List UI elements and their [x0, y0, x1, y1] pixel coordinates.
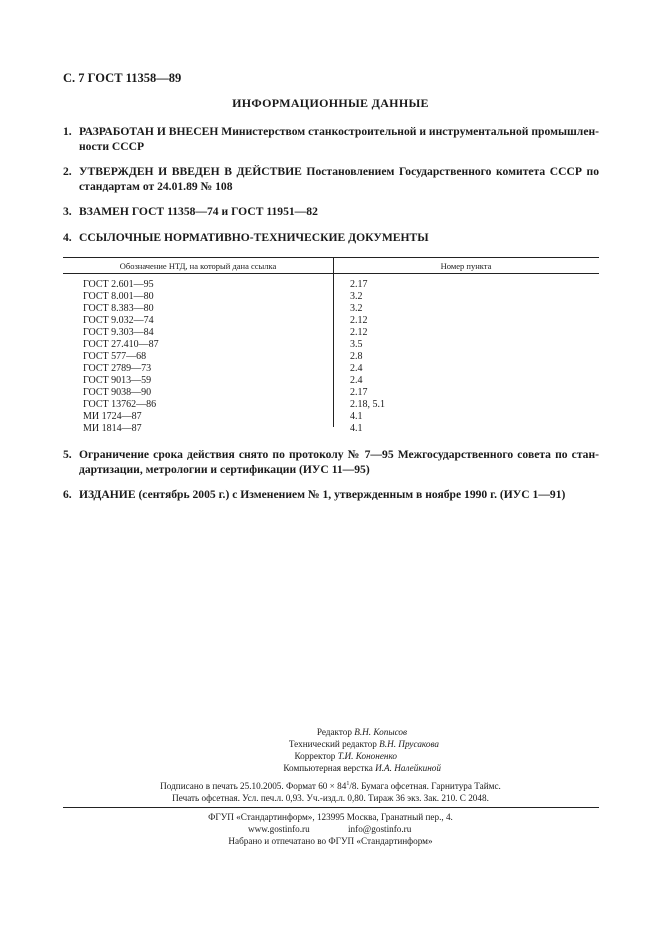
table-cell-document: ГОСТ 9013—59: [83, 375, 152, 386]
item-number: 6.: [63, 488, 72, 501]
table-cell-document: ГОСТ 2789—73: [83, 363, 152, 374]
table-cell-document: ГОСТ 2.601—95: [83, 279, 154, 290]
editor-credit: [317, 727, 407, 737]
editor-name: В.Н. Копысов: [354, 727, 407, 737]
signed-for-print-line: [0, 781, 661, 791]
table-cell-document: ГОСТ 9.303—84: [83, 327, 154, 338]
corrector-name: Т.И. Кононенко: [337, 751, 397, 761]
table-cell-clause: 3.2: [350, 291, 363, 302]
page-header: С. 7 ГОСТ 11358—89: [63, 71, 182, 85]
item-text: Министерством станкостроительной и инструментальной промышлен-ности СССР: [79, 125, 600, 153]
table-cell-clause: 4.1: [350, 423, 363, 434]
table-cell-clause: 2.17: [350, 387, 368, 398]
print-details-line: Печать офсетная. Усл. печ.л. 0,93. Уч.-изд.л. 0,80. Тираж 36 экз. Зак. 210. С 2048.: [172, 793, 489, 803]
tech-editor-label: Технический редактор: [288, 739, 377, 749]
publisher-website: www.gostinfo.ru: [248, 824, 310, 834]
document-column: [83, 279, 159, 435]
column-header-clause: Номер пункта: [440, 261, 492, 271]
table-cell-document: ГОСТ 13762—86: [83, 399, 157, 410]
table-cell-clause: 2.12: [350, 327, 368, 338]
table-cell-clause: 2.12: [350, 315, 368, 326]
info-item-5: [63, 447, 599, 477]
table-cell-document: ГОСТ 27.410—87: [83, 339, 159, 350]
info-item-3: [63, 204, 599, 219]
editor-label: Редактор: [316, 727, 352, 737]
table-cell-document: ГОСТ 9.032—74: [83, 315, 154, 326]
table-cell-clause: 4.1: [350, 411, 363, 422]
info-item-1: [63, 124, 599, 154]
item-number: 5.: [63, 448, 72, 461]
imprint-divider: [63, 807, 599, 808]
info-item-4: [63, 230, 599, 245]
table-cell-clause: 3.2: [350, 303, 363, 314]
clause-column: [350, 279, 385, 435]
column-header-document: Обозначение НТД, на который дана ссылка: [119, 261, 277, 271]
table-cell-clause: 3.5: [350, 339, 363, 350]
table-cell-document: ГОСТ 8.383—80: [83, 303, 154, 314]
item-number: 1.: [63, 125, 72, 138]
info-item-2: [63, 164, 599, 194]
item-heading: ИЗДАНИЕ (сентябрь 2005 г.) с Изменением № 1, утвержденным в ноябре 1990 г. (ИУС 1—91): [79, 488, 566, 501]
table-cell-document: МИ 1724—87: [83, 411, 142, 422]
table-cell-document: ГОСТ 9038—90: [83, 387, 152, 398]
info-item-6: [63, 487, 599, 502]
layout-credit: [283, 763, 441, 773]
item-heading: Ограничение срока действия снято по протоколу № 7—95 Межгосударственного совета по стан-дартизации, метрологии и сертификации (ИУС 11—95): [79, 448, 599, 476]
table-header-rule: [63, 273, 599, 274]
item-heading: УТВЕРЖДЕН И ВВЕДЕН В ДЕЙСТВИЕ: [79, 165, 302, 178]
table-cell-clause: 2.8: [350, 351, 363, 362]
item-heading: ВЗАМЕН ГОСТ 11358—74 и ГОСТ 11951—82: [79, 205, 318, 218]
item-heading: РАЗРАБОТАН И ВНЕСЕН: [79, 125, 219, 138]
signed-text-a: Подписано в печать 25.10.2005. Формат 60 × 84: [160, 781, 347, 791]
item-number: 2.: [63, 165, 72, 178]
corrector-label: Корректор: [294, 751, 336, 761]
corrector-credit: [294, 751, 397, 761]
item-number: 3.: [63, 205, 72, 218]
table-cell-document: ГОСТ 577—68: [83, 351, 147, 362]
table-cell-clause: 2.18, 5.1: [350, 399, 385, 410]
publisher-email: info@gostinfo.ru: [348, 824, 412, 834]
table-column-divider: [333, 257, 334, 427]
table-cell-clause: 2.4: [350, 375, 363, 386]
signed-text-b: /8. Бумага офсетная. Гарнитура Таймс.: [349, 781, 501, 791]
table-cell-document: ГОСТ 8.001—80: [83, 291, 154, 302]
table-cell-clause: 2.4: [350, 363, 363, 374]
layout-name: И.А. Налейкиной: [375, 763, 441, 773]
signed-superscript: 1: [346, 781, 350, 787]
printed-at-line: Набрано и отпечатано во ФГУП «Стандартинформ»: [228, 836, 433, 846]
table-top-rule: [63, 257, 599, 258]
tech-editor-name: В.Н. Прусакова: [379, 739, 439, 749]
layout-label: Компьютерная верстка: [283, 763, 373, 773]
item-heading: ССЫЛОЧНЫЕ НОРМАТИВНО-ТЕХНИЧЕСКИЕ ДОКУМЕНТЫ: [79, 231, 429, 244]
table-cell-document: МИ 1814—87: [83, 423, 142, 434]
publisher-address: ФГУП «Стандартинформ», 123995 Москва, Гранатный пер., 4.: [208, 812, 453, 822]
item-text: Постановлением Государственного комитета СССР по стандартам от 24.01.89 № 108: [79, 165, 599, 193]
tech-editor-credit: [289, 739, 439, 749]
section-title: ИНФОРМАЦИОННЫЕ ДАННЫЕ: [232, 96, 429, 110]
item-number: 4.: [63, 231, 72, 244]
table-cell-clause: 2.17: [350, 279, 368, 290]
